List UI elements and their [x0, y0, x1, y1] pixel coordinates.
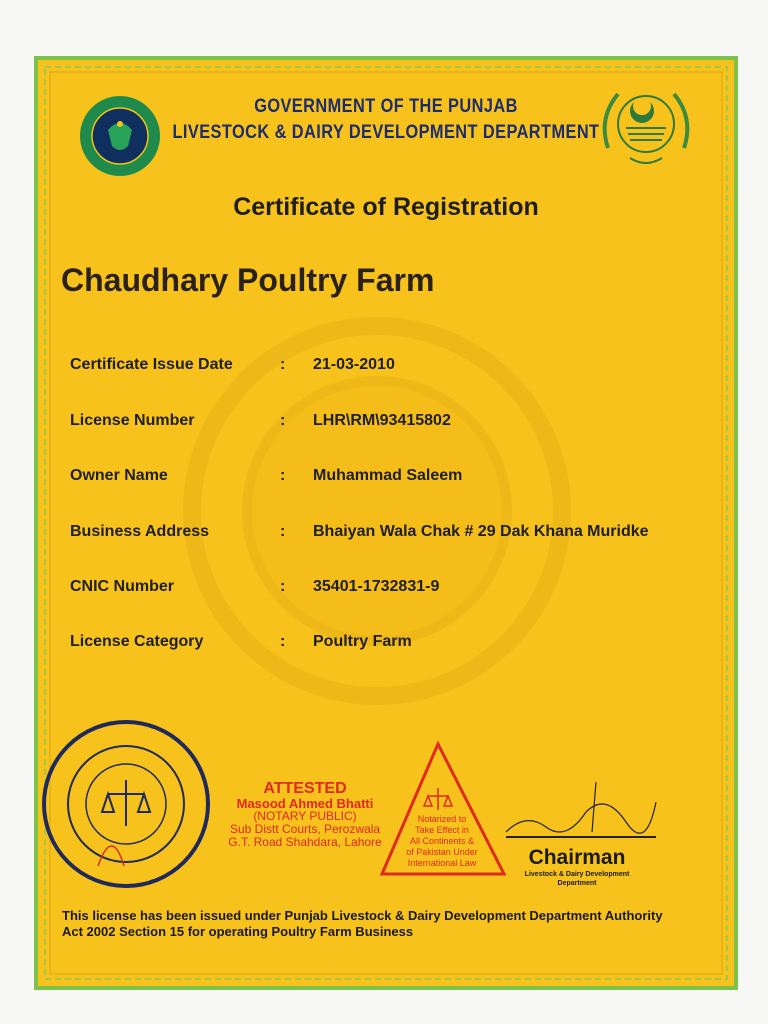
field-label: Business Address — [70, 523, 210, 540]
triangle-line-4: of Pakistan Under — [406, 847, 478, 857]
chairman-title: Chairman — [528, 846, 626, 869]
field-row-owner-name — [34, 467, 738, 493]
field-separator: : — [280, 523, 286, 540]
field-row-cnic-number — [34, 578, 738, 604]
field-separator: : — [280, 412, 286, 429]
signature-icon — [496, 772, 666, 842]
attested-name: Masood Ahmed Bhatti — [236, 796, 374, 811]
field-row-license-number — [34, 412, 738, 438]
footer-line-1: This license has been issued under Punjab Livestock & Dairy Development Department Authority — [62, 908, 663, 923]
field-value: Muhammad Saleem — [313, 467, 463, 484]
footer-line-2: Act 2002 Section 15 for operating Poultry Farm Business — [62, 924, 414, 939]
field-row-business-address — [34, 523, 738, 549]
field-label: License Category — [70, 633, 204, 650]
field-row-issue-date — [34, 356, 738, 382]
header-government: GOVERNMENT OF THE PUNJAB — [254, 96, 518, 117]
field-separator: : — [280, 467, 286, 484]
field-value: Poultry Farm — [313, 633, 412, 650]
field-value: 21-03-2010 — [313, 356, 395, 373]
field-separator: : — [280, 356, 286, 373]
field-value: Bhaiyan Wala Chak # 29 Dak Khana Muridke — [313, 523, 649, 540]
attested-stamp — [220, 780, 390, 849]
signature-line — [506, 836, 656, 838]
chairman-dept-2: Department — [557, 880, 597, 887]
field-row-license-category — [34, 633, 738, 659]
notary-public-stamp-icon — [38, 716, 214, 892]
field-value: LHR\RM\93415802 — [313, 412, 451, 429]
chairman-dept-1: Livestock & Dairy Development — [524, 871, 630, 878]
field-value: 35401-1732831-9 — [313, 578, 440, 595]
field-label: Certificate Issue Date — [70, 356, 233, 373]
triangle-line-5: International Law — [407, 858, 477, 868]
triangle-line-1: Notarized to — [417, 814, 467, 824]
attested-role: (NOTARY PUBLIC) — [253, 809, 357, 823]
chairman-signatory — [512, 846, 642, 888]
farm-name: Chaudhary Poultry Farm — [61, 262, 435, 298]
field-label: License Number — [70, 412, 195, 429]
notarized-triangle-stamp-icon — [378, 740, 508, 878]
attested-heading: ATTESTED — [263, 780, 347, 797]
footer-note — [62, 908, 712, 940]
triangle-line-2: Take Effect in — [415, 825, 469, 835]
attested-address-1: Sub Distt Courts, Perozwala — [229, 822, 381, 836]
certificate — [34, 56, 738, 990]
field-separator: : — [280, 633, 286, 650]
field-label: CNIC Number — [70, 578, 175, 595]
header-department: LIVESTOCK & DAIRY DEVELOPMENT DEPARTMENT — [172, 122, 600, 143]
certificate-title: Certificate of Registration — [233, 193, 539, 221]
attested-address-2: G.T. Road Shahdara, Lahore — [228, 835, 382, 849]
field-label: Owner Name — [70, 467, 168, 484]
triangle-line-3: All Continents & — [409, 836, 475, 846]
field-separator: : — [280, 578, 286, 595]
